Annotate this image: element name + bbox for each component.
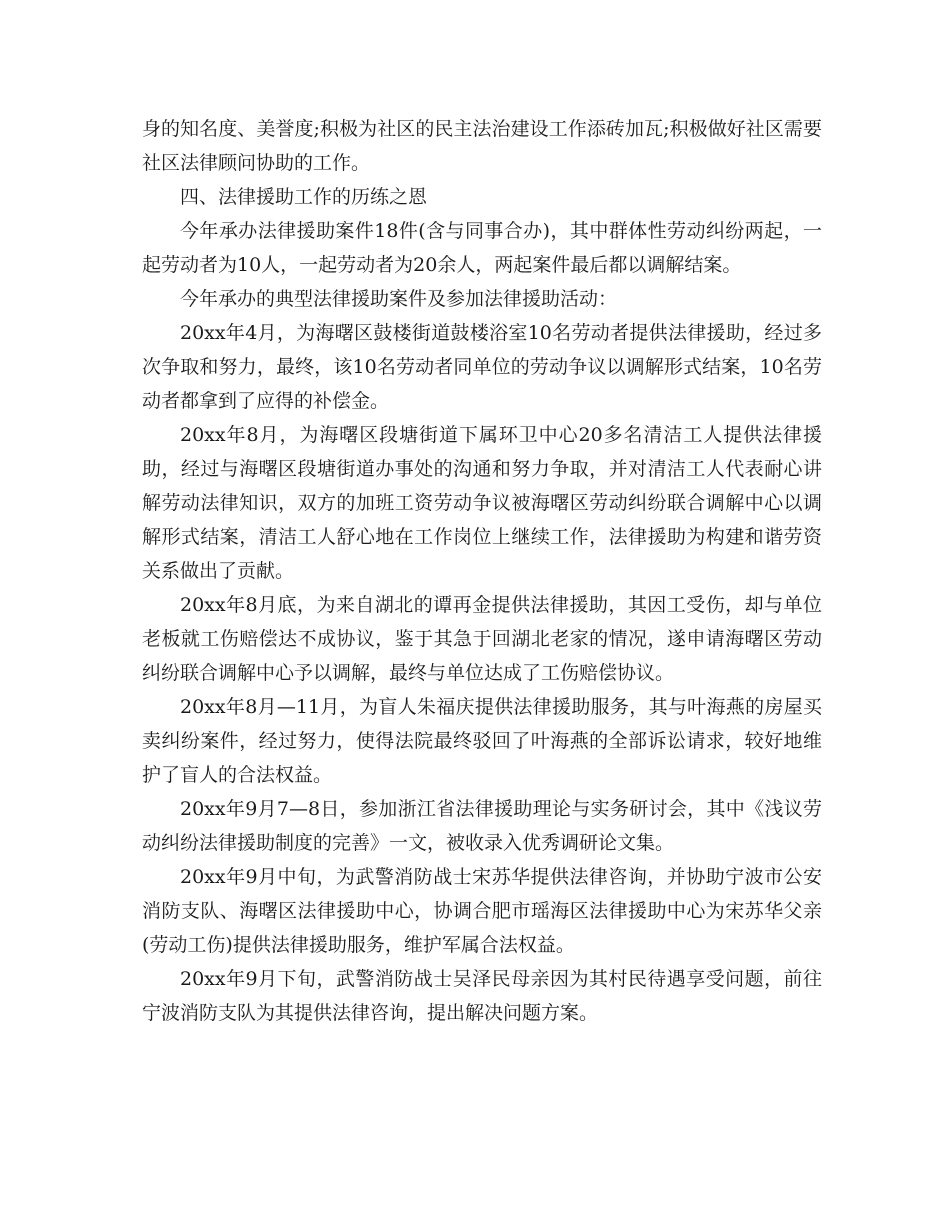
paragraph-5: 20xx年4月，为海曙区鼓楼街道鼓楼浴室10名劳动者提供法律援助，经过多次争取和努力，最终，该10名劳动者同单位的劳动争议以调解形式结案，10名劳动者都拿到了应得的补偿金。: [142, 322, 822, 412]
paragraph-10: 20xx年9月中旬，为武警消防战士宋苏华提供法律咨询，并协助宁波市公安消防支队、海曙区法律援助中心，协调合肥市瑶海区法律援助中心为宋苏华父亲(劳动工伤)提供法律援助服务，维护军属合法权益。: [142, 866, 822, 956]
paragraph-4: 今年承办的典型法律援助案件及参加法律援助活动：: [180, 288, 618, 310]
paragraph-9: 20xx年9月7—8日，参加浙江省法律援助理论与实务研讨会，其中《浅议劳动纠纷法律援助制度的完善》一文，被收录入优秀调研论文集。: [142, 798, 822, 854]
paragraph-8: 20xx年8月—11月，为盲人朱福庆提供法律援助服务，其与叶海燕的房屋买卖纠纷案件，经过努力，使得法院最终驳回了叶海燕的全部诉讼请求，较好地维护了盲人的合法权益。: [142, 696, 822, 786]
section-heading: 四、法律援助工作的历练之恩: [180, 186, 428, 208]
paragraph-3: 今年承办法律援助案件18件(含与同事合办)，其中群体性劳动纠纷两起，一起劳动者为10人，一起劳动者为20余人，两起案件最后都以调解结案。: [142, 220, 822, 276]
paragraph-11: 20xx年9月下旬，武警消防战士吴泽民母亲因为其村民待遇享受问题，前往宁波消防支队为其提供法律咨询，提出解决问题方案。: [142, 968, 822, 1024]
paragraph-1: 身的知名度、美誉度;积极为社区的民主法治建设工作添砖加瓦;积极做好社区需要社区法律顾问协助的工作。: [142, 118, 822, 174]
paragraph-7: 20xx年8月底，为来自湖北的谭再金提供法律援助，其因工受伤，却与单位老板就工伤赔偿达不成协议，鉴于其急于回湖北老家的情况，遂申请海曙区劳动纠纷联合调解中心予以调解，最终与单位达成了工伤赔偿协议。: [142, 594, 822, 684]
document-body: [142, 112, 822, 1030]
paragraph-6: 20xx年8月，为海曙区段塘街道下属环卫中心20多名清洁工人提供法律援助，经过与海曙区段塘街道办事处的沟通和努力争取，并对清洁工人代表耐心讲解劳动法律知识，双方的加班工资劳动争议被海曙区劳动纠纷联合调解中心以调解形式结案，清洁工人舒心地在工作岗位上继续工作，法律援助为构建和谐劳资关系做出了贡献。: [142, 424, 822, 582]
